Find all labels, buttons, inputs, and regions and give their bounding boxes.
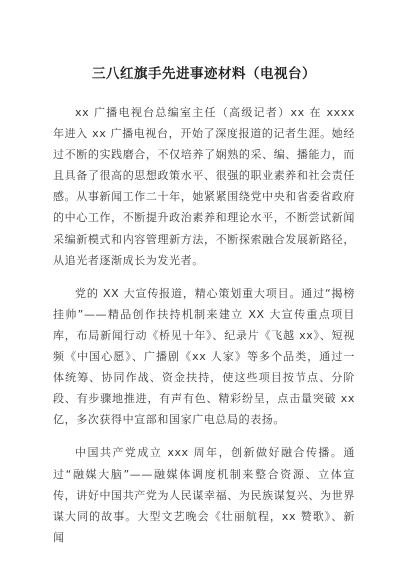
paragraph-3: 中国共产党成立 xxx 周年，创新做好融合传播。通过“融媒大脑”——融媒体调度机制来整合资源、立体宣传，讲好中国共产党为人民谋幸福、为民族谋复兴、为世界谋大同的故事。大型文艺晚会《壮丽航程，xx 赞歌》、新闻 xyxy=(53,446,355,544)
paragraph-1: xx 广播电视台总编室主任（高级记者）xx 在 xxxx 年进入 xx 广播电视台，开始了深度报道的记者生涯。她经过不断的实践磨合，不仅培养了娴熟的采、编、播能力，而且具备了很高的思想政策水平、很强的职业素养和社会责任感。从事新闻工作二十年，她紧紧围绕党中央和省委省政府的中心工作，不断提升政治素养和理论水平，不断尝试新闻采编新模式和内容管理新方法，不断探索融合发展新路径，从追光者逐渐成长为发光者。 xyxy=(53,106,355,267)
document-title: 三八红旗手先进事迹材料（电视台） xyxy=(92,66,316,82)
paragraph-2: 党的 XX 大宣传报道，精心策划重大项目。通过“揭榜挂帅”——精品创作扶持机制来建立 XX 大宣传重点项目库，布局新闻行动《桥见十年》、纪录片《飞越 xx》、短视频《中国心愿》、广播剧《xx 人家》等多个品类，通过一体统筹、协同作战、资金扶持，使这些项目按节点、分阶段、有步骤地推进，有声有色、精彩纷呈，点击量突破 xx 亿，多次获得中宣部和国家广电总局的表扬。 xyxy=(53,286,355,427)
